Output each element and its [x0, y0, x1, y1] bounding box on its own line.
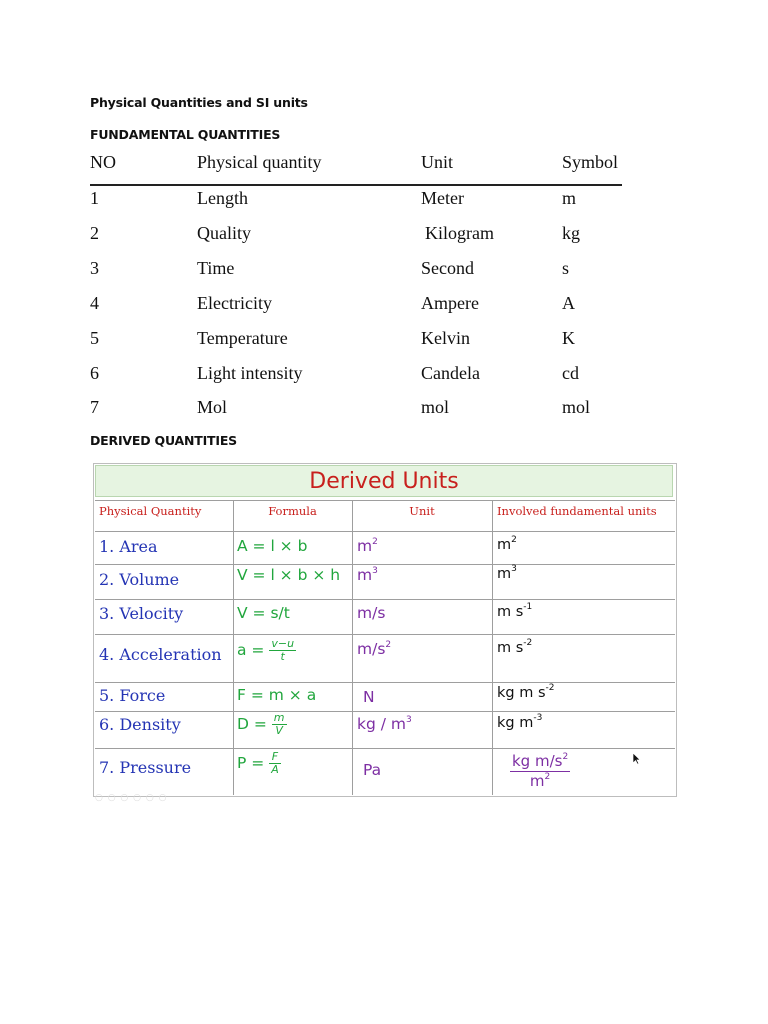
table-row-no: 6	[90, 363, 99, 383]
derived-header-quantity: Physical Quantity	[99, 504, 202, 518]
row-divider	[95, 500, 675, 501]
table-row-symbol: K	[562, 328, 575, 348]
column-divider	[233, 500, 234, 795]
table-row-no: 4	[90, 293, 99, 313]
fund-header-quantity: Physical quantity	[197, 152, 322, 172]
involved-units-cell: $m^3$	[497, 564, 517, 582]
fund-header-unit: Unit	[421, 152, 454, 172]
table-row-quantity: Time	[197, 258, 235, 278]
table-row-quantity: Mol	[197, 397, 228, 417]
quantity-cell: 7. Pressure	[99, 758, 192, 777]
table-row-symbol: s	[562, 258, 570, 278]
quantity-cell: 5. Force	[99, 686, 166, 705]
quantity-cell: 6. Density	[99, 715, 181, 734]
formula-cell: V = l × b × h	[237, 566, 341, 584]
header-rule	[90, 184, 622, 186]
fund-header-symbol: Symbol	[562, 152, 619, 172]
quantity-cell: 3. Velocity	[99, 604, 184, 623]
table-row-quantity: Electricity	[197, 293, 272, 313]
row-divider	[95, 711, 675, 712]
table-row-no: 5	[90, 328, 99, 348]
formula-fraction: $\frac{F}{A}$	[271, 750, 279, 776]
table-row-unit: Candela	[421, 363, 480, 383]
table-row-unit: Kilogram	[425, 223, 494, 243]
derived-header-involved: Involved fundamental units	[497, 504, 657, 518]
formula-cell: P = $\frac{F}{A}$	[237, 750, 279, 776]
derived-header-unit: Unit	[409, 504, 435, 518]
involved-units-cell: kg m $s^{-2}$	[497, 683, 555, 701]
involved-units-cell: m $s^{-2}$	[497, 638, 533, 656]
unit-cell: $m^2$	[357, 537, 378, 555]
document-title: Physical Quantities and SI units	[90, 95, 308, 110]
faint-watermark-icons: ○ ○ ○ ○ ○ ○	[95, 793, 168, 803]
formula-fraction: $\frac{m}{V}$	[273, 711, 285, 737]
table-row-quantity: Light intensity	[197, 363, 303, 383]
quantity-cell: 1. Area	[99, 537, 158, 556]
fund-header-no: NO	[90, 152, 116, 172]
mouse-pointer-icon	[632, 752, 641, 765]
unit-cell: $m^3$	[357, 566, 378, 584]
table-row-unit: Ampere	[421, 293, 479, 313]
formula-cell: D = $\frac{m}{V}$	[237, 711, 285, 737]
table-row-unit: mol	[421, 397, 450, 417]
row-divider	[95, 564, 675, 565]
row-divider	[95, 599, 675, 600]
table-row-unit: Second	[421, 258, 474, 278]
formula-cell: V = s/t	[237, 604, 290, 622]
formula-cell: F = m × a	[237, 686, 317, 704]
table-row-symbol: kg	[562, 223, 580, 243]
column-divider	[352, 500, 353, 795]
involved-units-cell: m $s^{-1}$	[497, 602, 533, 620]
involved-units-cell: kg $m^{-3}$	[497, 713, 543, 731]
column-divider	[492, 500, 493, 795]
quantity-cell: 2. Volume	[99, 570, 180, 589]
unit-cell: N	[363, 688, 375, 706]
row-divider	[95, 682, 675, 683]
involved-units-cell	[510, 752, 570, 791]
unit-cell: $m/s^2$	[357, 640, 392, 658]
table-row-quantity: Length	[197, 188, 248, 208]
formula-cell: A = l × b	[237, 537, 308, 555]
table-row-no: 1	[90, 188, 99, 208]
table-row-no: 3	[90, 258, 99, 278]
unit-cell: Pa	[363, 761, 382, 779]
table-row-symbol: A	[562, 293, 575, 313]
table-row-symbol: mol	[562, 397, 591, 417]
table-row-no: 7	[90, 397, 99, 417]
formula-fraction: $\frac{v-u}{t}$	[271, 637, 295, 663]
table-row-quantity: Quality	[197, 223, 251, 243]
derived-header-formula: Formula	[268, 504, 317, 518]
row-divider	[95, 531, 675, 532]
derived-units-title: Derived Units	[95, 465, 673, 497]
involved-units-cell: $m^2$	[497, 535, 517, 553]
involved-units-fraction: $\frac{kg m/s^2}{m^2}$	[512, 752, 569, 790]
table-row-quantity: Temperature	[197, 328, 288, 348]
table-row-no: 2	[90, 223, 99, 243]
table-row-unit: Kelvin	[421, 328, 470, 348]
formula-cell: a = $\frac{v-u}{t}$	[237, 637, 295, 663]
quantity-cell: 4. Acceleration	[99, 645, 222, 664]
derived-heading: DERIVED QUANTITIES	[90, 433, 237, 448]
row-divider	[95, 634, 675, 635]
unit-cell: m/s	[357, 604, 386, 622]
unit-cell: kg / $m^3$	[357, 715, 412, 733]
table-row-symbol: m	[562, 188, 577, 208]
derived-units-table	[93, 463, 677, 797]
table-row-unit: Meter	[421, 188, 464, 208]
fundamental-heading: FUNDAMENTAL QUANTITIES	[90, 127, 281, 142]
row-divider	[95, 748, 675, 749]
table-row-symbol: cd	[562, 363, 579, 383]
